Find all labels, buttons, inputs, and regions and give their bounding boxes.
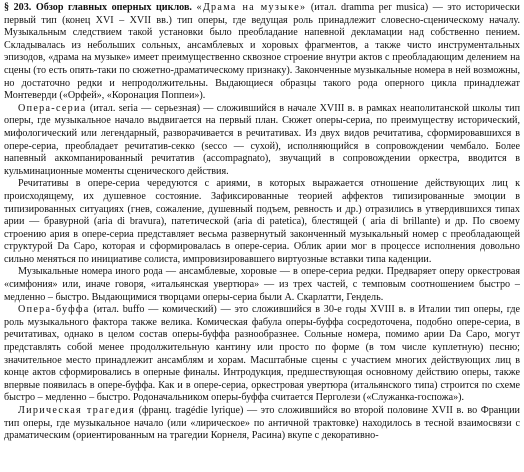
body-text: (итал. buffo — комический) — это сложившийся в 30-е годы XVIII в. в Италии тип оперы, где роль музыкального фактора также велика. Комическая фабула оперы-буффа сосредоточена, подобно опере-сериа, в речитативах, однако в целом состав оперы-буффа разнообразнее. Сольные номера, помимо арии Da Capo, могут представлять собой менее продолжительную кантину или просто по форме (в том числе куплетную) песню; значительное место принадлежит ансамблям и хорам. Масштабные сцены с участием многих действующих лиц в конце актов сформировались в оперные финалы. Интродукция, предшествующая основному действию оперы, также впервые появилась в опере-буффа. Как и в опере-сериа, оркестровая увертюра (итальянского типа) строится по схеме быстро – медленно – быстро. Родоначальником оперы-буффа считается Перголези («Служанка-госпожа»).: [4, 304, 520, 404]
term: «Драма на музыке»: [196, 2, 307, 13]
term: Лирическая трагедия: [18, 405, 136, 416]
body-text: (итал. seria — серьезная) — сложившийся в начале XVIII в. в рамках неаполитанской школы тип оперы, где музыкальное начало выдвигается на первый план. Сюжет оперы-сериа, по преимуществу исторический, мифологический или легендарный, разворачивается в речитативах. Из двух видов речитатива, сформировавшихся в опере-сериа, преобладает речитатив-секко (secco — сухой), исполняющийся в сопровождении чембало. Более напевный аккомпанированный речитатив (accompagnato), звучащий в сопровождении оркестра, вводится в кульминационные моменты сценического действия.: [4, 102, 520, 177]
body-text: (итал. dramma per musica) — это исторически первый тип (конец XVI – XVII вв.) тип оперы, где ведущая роль принадлежит словесно-сценическому началу. Музыкальным следствием такой установки было преобладание напевной декламации над собственно пением. Складывалась из небольших сольных, ансамблевых и хоровых фрагментов, а также чисто инструментальных эпизодов, «драма на музыке» имеет преимущественно сквозное строение внутри актов с преобладающим делением на сцены (то есть опять-таки по сюжетно-драматическому признаку). Законченные музыкальные номера в ней возможны, но достаточно редки и непродолжительны. Выдающиеся образцы такого рода оперного цикла принадлежат Монтеверди («Орфей», «Коронация Поппеи»).: [4, 2, 520, 102]
body-text: (франц. tragédie lyrique) — это сложившийся во второй половине XVII в. во Франции тип оперы, где музыкальное начало (или «лирическое» по античной трактовке) находилось в тесной взаимосвязи с драматическим (ориентированным на трагедии Корнеля, Расина) вкупе с декоративно-: [4, 405, 520, 442]
body-paragraph: [4, 266, 520, 304]
section-title: § 203. Обзор главных оперных циклов.: [4, 2, 197, 13]
body-text: Речитативы в опере-сериа чередуются с ариями, в которых выражается отношение действующих лиц к происходящему, их душевное состояние. Зафиксированные теорией аффектов типизированные эмоции в типизированных ситуациях (гнев, сожаление, душевный подъем, ревность и др.) отразились в утвердившихся типах арии — бравурной (aria di bravura), патетической (aria di patetica), блестящей ( aria di brillante) и др. По своему строению ария в опере-сериа представляет весьма развернутый законченный музыкальный номер с преобладающей структурой Da Capo, которая и сформировалась в опере-сериа. Облик арии мог в процессе исполнения довольно сильно меняться по инициативе солиста, импровизировавшего виртуозные вставки типа каденции.: [4, 178, 520, 265]
body-paragraph: [4, 304, 520, 405]
body-paragraph: [4, 103, 520, 179]
section-heading-paragraph: [4, 2, 520, 103]
term: Опера-сериа: [18, 102, 87, 114]
body-paragraph: [4, 178, 520, 266]
body-paragraph: [4, 405, 520, 443]
term: Опера-буффа: [18, 304, 90, 316]
body-text: Музыкальные номера иного рода — ансамблевые, хоровые — в опере-сериа редки. Предваряет оперу оркестровая «симфония» или, иначе говоря, «итальянская увертюра» — из трех частей, с темповым соотношением быстро – медленно – быстро. Выдающимися творцами оперы-сериа были А. Скарлатти, Гендель.: [4, 266, 520, 303]
